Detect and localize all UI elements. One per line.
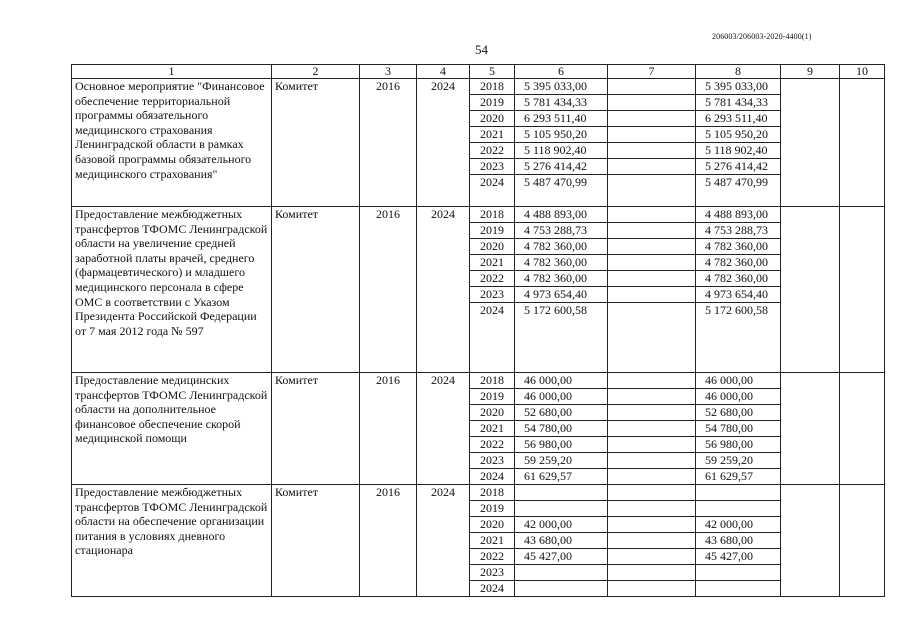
col10-cell bbox=[840, 373, 885, 485]
funding-table bbox=[71, 64, 885, 597]
column-header: 2 bbox=[272, 65, 360, 79]
amount-total-cell: 52 680,00 bbox=[515, 405, 608, 421]
amount-regional-cell: 5 276 414,42 bbox=[696, 159, 781, 175]
amount-col7-cell bbox=[608, 389, 696, 405]
amount-col7-cell bbox=[608, 79, 696, 95]
col10-cell bbox=[840, 79, 885, 207]
measure-description: Предоставление медицинских трансфертов ТФОМС Ленинградской области на дополнительное финансовое обеспечение скорой медицинской помощи bbox=[72, 373, 272, 485]
year-cell: 2020 bbox=[470, 239, 515, 255]
year-cell: 2019 bbox=[470, 95, 515, 111]
amount-col7-cell bbox=[608, 565, 696, 581]
year-cell: 2024 bbox=[470, 581, 515, 597]
amount-regional-cell bbox=[696, 501, 781, 517]
year-cell: 2020 bbox=[470, 517, 515, 533]
column-header: 7 bbox=[608, 65, 696, 79]
year-cell: 2022 bbox=[470, 143, 515, 159]
year-cell: 2020 bbox=[470, 405, 515, 421]
amount-total-cell: 6 293 511,40 bbox=[515, 111, 608, 127]
amount-col7-cell bbox=[608, 485, 696, 501]
amount-regional-cell: 5 395 033,00 bbox=[696, 79, 781, 95]
amount-col7-cell bbox=[608, 437, 696, 453]
amount-total-cell: 4 782 360,00 bbox=[515, 255, 608, 271]
end-year-cell: 2024 bbox=[417, 373, 470, 485]
end-year-cell: 2024 bbox=[417, 79, 470, 207]
table-row bbox=[72, 485, 885, 501]
amount-regional-cell: 5 781 434,33 bbox=[696, 95, 781, 111]
amount-regional-cell: 4 782 360,00 bbox=[696, 255, 781, 271]
amount-total-cell: 5 395 033,00 bbox=[515, 79, 608, 95]
col9-cell bbox=[781, 485, 840, 597]
amount-regional-cell: 5 172 600,58 bbox=[696, 303, 781, 373]
year-cell: 2019 bbox=[470, 389, 515, 405]
amount-total-cell: 4 753 288,73 bbox=[515, 223, 608, 239]
column-header: 1 bbox=[72, 65, 272, 79]
column-header: 9 bbox=[781, 65, 840, 79]
amount-regional-cell: 4 782 360,00 bbox=[696, 239, 781, 255]
amount-col7-cell bbox=[608, 517, 696, 533]
amount-total-cell bbox=[515, 581, 608, 597]
amount-total-cell: 5 118 902,40 bbox=[515, 143, 608, 159]
amount-total-cell bbox=[515, 501, 608, 517]
amount-regional-cell: 59 259,20 bbox=[696, 453, 781, 469]
col9-cell bbox=[781, 207, 840, 373]
table-body bbox=[72, 65, 885, 597]
amount-total-cell: 46 000,00 bbox=[515, 373, 608, 389]
year-cell: 2022 bbox=[470, 437, 515, 453]
start-year-cell: 2016 bbox=[360, 485, 417, 597]
year-cell: 2023 bbox=[470, 287, 515, 303]
measure-description: Основное мероприятие "Финансовое обеспечение территориальной программы обязательного медицинского страхования Ленинградской области в рамках базовой программы обязательного медицинского страхования" bbox=[72, 79, 272, 207]
col9-cell bbox=[781, 79, 840, 207]
amount-total-cell: 5 276 414,42 bbox=[515, 159, 608, 175]
executor-cell: Комитет bbox=[272, 207, 360, 373]
amount-col7-cell bbox=[608, 581, 696, 597]
column-header: 10 bbox=[840, 65, 885, 79]
amount-col7-cell bbox=[608, 453, 696, 469]
year-cell: 2023 bbox=[470, 159, 515, 175]
amount-total-cell: 59 259,20 bbox=[515, 453, 608, 469]
year-cell: 2018 bbox=[470, 373, 515, 389]
amount-col7-cell bbox=[608, 255, 696, 271]
measure-description: Предоставление межбюджетных трансфертов ТФОМС Ленинградской области на обеспечение организации питания в условиях дневного стационара bbox=[72, 485, 272, 597]
amount-total-cell: 4 782 360,00 bbox=[515, 239, 608, 255]
amount-col7-cell bbox=[608, 303, 696, 373]
amount-col7-cell bbox=[608, 239, 696, 255]
amount-total-cell: 42 000,00 bbox=[515, 517, 608, 533]
amount-col7-cell bbox=[608, 95, 696, 111]
amount-regional-cell: 61 629,57 bbox=[696, 469, 781, 485]
amount-regional-cell: 4 488 893,00 bbox=[696, 207, 781, 223]
year-cell: 2018 bbox=[470, 207, 515, 223]
table-row bbox=[72, 207, 885, 223]
amount-col7-cell bbox=[608, 287, 696, 303]
amount-total-cell: 46 000,00 bbox=[515, 389, 608, 405]
amount-regional-cell: 5 105 950,20 bbox=[696, 127, 781, 143]
amount-regional-cell: 54 780,00 bbox=[696, 421, 781, 437]
amount-col7-cell bbox=[608, 207, 696, 223]
amount-col7-cell bbox=[608, 143, 696, 159]
amount-regional-cell: 4 753 288,73 bbox=[696, 223, 781, 239]
page-number: 54 bbox=[475, 42, 488, 57]
amount-total-cell: 5 172 600,58 bbox=[515, 303, 608, 373]
amount-col7-cell bbox=[608, 469, 696, 485]
start-year-cell: 2016 bbox=[360, 373, 417, 485]
amount-col7-cell bbox=[608, 127, 696, 143]
year-cell: 2021 bbox=[470, 421, 515, 437]
end-year-cell: 2024 bbox=[417, 485, 470, 597]
executor-cell: Комитет bbox=[272, 373, 360, 485]
amount-total-cell: 54 780,00 bbox=[515, 421, 608, 437]
executor-cell: Комитет bbox=[272, 79, 360, 207]
amount-total-cell bbox=[515, 565, 608, 581]
year-cell: 2021 bbox=[470, 255, 515, 271]
amount-total-cell: 45 427,00 bbox=[515, 549, 608, 565]
col10-cell bbox=[840, 207, 885, 373]
amount-regional-cell: 6 293 511,40 bbox=[696, 111, 781, 127]
amount-regional-cell: 5 487 470,99 bbox=[696, 175, 781, 207]
year-cell: 2022 bbox=[470, 271, 515, 287]
amount-total-cell: 5 105 950,20 bbox=[515, 127, 608, 143]
col9-cell bbox=[781, 373, 840, 485]
table-row bbox=[72, 373, 885, 389]
amount-total-cell: 4 782 360,00 bbox=[515, 271, 608, 287]
amount-col7-cell bbox=[608, 533, 696, 549]
amount-col7-cell bbox=[608, 421, 696, 437]
year-cell: 2021 bbox=[470, 533, 515, 549]
year-cell: 2024 bbox=[470, 303, 515, 373]
start-year-cell: 2016 bbox=[360, 207, 417, 373]
amount-regional-cell bbox=[696, 581, 781, 597]
year-cell: 2019 bbox=[470, 223, 515, 239]
executor-cell: Комитет bbox=[272, 485, 360, 597]
year-cell: 2020 bbox=[470, 111, 515, 127]
amount-regional-cell bbox=[696, 565, 781, 581]
column-header: 8 bbox=[696, 65, 781, 79]
amount-regional-cell bbox=[696, 485, 781, 501]
amount-regional-cell: 42 000,00 bbox=[696, 517, 781, 533]
amount-total-cell: 43 680,00 bbox=[515, 533, 608, 549]
amount-total-cell: 4 488 893,00 bbox=[515, 207, 608, 223]
amount-col7-cell bbox=[608, 373, 696, 389]
amount-regional-cell: 43 680,00 bbox=[696, 533, 781, 549]
amount-total-cell: 5 781 434,33 bbox=[515, 95, 608, 111]
year-cell: 2021 bbox=[470, 127, 515, 143]
amount-total-cell bbox=[515, 485, 608, 501]
amount-regional-cell: 4 782 360,00 bbox=[696, 271, 781, 287]
amount-col7-cell bbox=[608, 223, 696, 239]
column-header: 3 bbox=[360, 65, 417, 79]
amount-total-cell: 56 980,00 bbox=[515, 437, 608, 453]
amount-regional-cell: 56 980,00 bbox=[696, 437, 781, 453]
measure-description: Предоставление межбюджетных трансфертов ТФОМС Ленинградской области на увеличение средней заработной платы врачей, среднего (фармацевтического) и младшего медицинского персонала в сфере ОМС в соответствии с Указом Президента Российской Федерации от 7 мая 2012 года № 597 bbox=[72, 207, 272, 373]
amount-col7-cell bbox=[608, 111, 696, 127]
amount-total-cell: 4 973 654,40 bbox=[515, 287, 608, 303]
year-cell: 2023 bbox=[470, 453, 515, 469]
amount-col7-cell bbox=[608, 159, 696, 175]
amount-col7-cell bbox=[608, 549, 696, 565]
column-header: 4 bbox=[417, 65, 470, 79]
col10-cell bbox=[840, 485, 885, 597]
year-cell: 2023 bbox=[470, 565, 515, 581]
amount-total-cell: 5 487 470,99 bbox=[515, 175, 608, 207]
amount-regional-cell: 4 973 654,40 bbox=[696, 287, 781, 303]
amount-col7-cell bbox=[608, 501, 696, 517]
year-cell: 2019 bbox=[470, 501, 515, 517]
year-cell: 2022 bbox=[470, 549, 515, 565]
amount-col7-cell bbox=[608, 271, 696, 287]
year-cell: 2018 bbox=[470, 79, 515, 95]
end-year-cell: 2024 bbox=[417, 207, 470, 373]
amount-regional-cell: 45 427,00 bbox=[696, 549, 781, 565]
start-year-cell: 2016 bbox=[360, 79, 417, 207]
column-header: 6 bbox=[515, 65, 608, 79]
column-header: 5 bbox=[470, 65, 515, 79]
year-cell: 2024 bbox=[470, 469, 515, 485]
amount-col7-cell bbox=[608, 175, 696, 207]
amount-regional-cell: 52 680,00 bbox=[696, 405, 781, 421]
year-cell: 2024 bbox=[470, 175, 515, 207]
amount-col7-cell bbox=[608, 405, 696, 421]
table-row bbox=[72, 79, 885, 95]
amount-total-cell: 61 629,57 bbox=[515, 469, 608, 485]
document-id: 206003/206003-2020-4400(1) bbox=[712, 32, 812, 41]
amount-regional-cell: 46 000,00 bbox=[696, 373, 781, 389]
amount-regional-cell: 46 000,00 bbox=[696, 389, 781, 405]
amount-regional-cell: 5 118 902,40 bbox=[696, 143, 781, 159]
header-row bbox=[72, 65, 885, 79]
year-cell: 2018 bbox=[470, 485, 515, 501]
